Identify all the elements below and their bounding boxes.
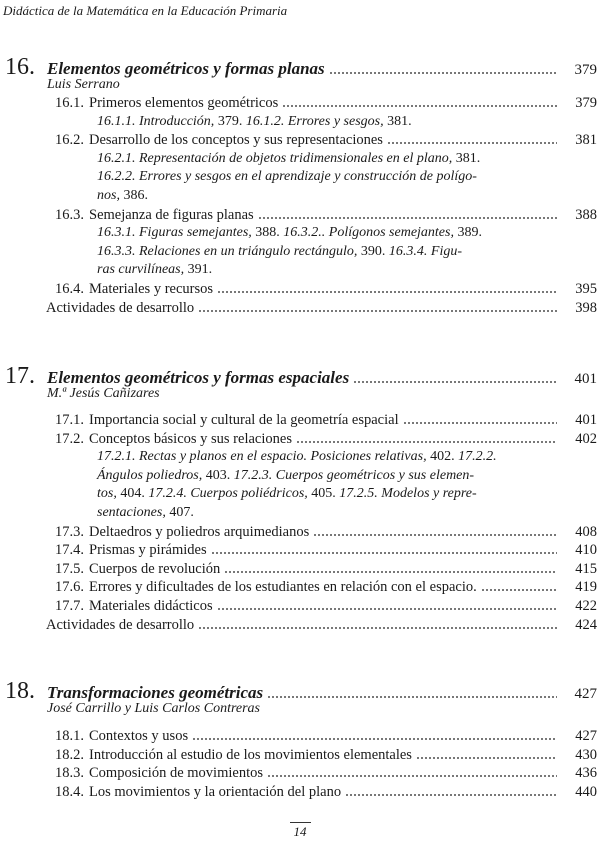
chapter-title: Elementos geométricos y formas espaciales	[47, 368, 350, 387]
activities-title: Actividades de desarrollo	[46, 616, 195, 633]
subsection-text: nos,	[97, 188, 120, 203]
section-page: 388	[575, 206, 597, 223]
subsection-text: 16.3.4. Figu-	[388, 243, 462, 259]
activities-page: 398	[575, 299, 597, 316]
chapter-page: 401	[574, 371, 597, 387]
section-entry[interactable]	[0, 746, 597, 764]
subsection-text: 16.1.1. Introducción,	[97, 113, 215, 129]
subsection-line	[97, 168, 477, 186]
chapter-author: José Carrillo y Luis Carlos Contreras	[47, 701, 261, 716]
subsection-text: 17.2.4. Cuerpos poliédricos,	[148, 486, 308, 502]
chapter-number: 16.	[5, 54, 35, 80]
subsection-text: 407.	[165, 505, 194, 520]
chapter-author: Luis Serrano	[47, 77, 120, 92]
chapter-number: 18.	[5, 678, 35, 704]
chapter-author: M.ª Jesús Cañizares	[47, 386, 160, 401]
section-page: 436	[575, 765, 597, 782]
subsection-text: 16.2.2. Errores y sesgos en el aprendizaje y construcción de polígo-	[97, 169, 477, 185]
section-page: 408	[575, 523, 597, 540]
section-page: 419	[575, 579, 597, 596]
section-number: 16.4.	[55, 281, 84, 297]
section-page: 379	[575, 95, 597, 111]
dot-leader	[198, 309, 557, 313]
section-entry[interactable]	[0, 727, 597, 745]
activities-page: 424	[575, 616, 597, 633]
subsection-text: 381.	[452, 150, 481, 166]
section-title: Los movimientos y la orientación del plano	[89, 783, 342, 800]
section-title: Deltaedros y poliedros arquimedianos	[89, 523, 310, 540]
subsection-text: 405.	[307, 486, 340, 502]
subsection-text: 16.2.1. Representación de objetos tridimensionales en el plano,	[97, 150, 453, 166]
subsection-text: sentaciones,	[97, 505, 166, 520]
dot-leader	[211, 551, 557, 555]
page-number: 14	[290, 822, 311, 839]
section-title: Desarrollo de los conceptos y sus representaciones	[89, 132, 383, 149]
section-title: Composición de movimientos	[89, 765, 263, 782]
section-entry[interactable]	[0, 764, 597, 782]
section-number: 18.4.	[55, 783, 84, 800]
section-entry[interactable]	[0, 280, 597, 298]
dot-leader	[198, 626, 557, 630]
section-page: 402	[575, 430, 597, 447]
dot-leader	[481, 588, 557, 592]
subsection-text: 17.2.3. Cuerpos geométricos y sus elemen-	[233, 467, 475, 483]
subsection-text: 16.3.1. Figuras semejantes,	[97, 225, 252, 241]
subsection-line	[97, 187, 148, 205]
dot-leader	[387, 141, 557, 145]
section-number: 18.3.	[55, 765, 84, 782]
section-page: 440	[575, 783, 597, 800]
subsection-line	[97, 467, 474, 485]
subsection-text: 17.2.1. Rectas y planos en el espacio. Posiciones relativas,	[97, 449, 427, 465]
section-number: 16.2.	[55, 132, 84, 149]
dot-leader	[192, 737, 557, 741]
subsection-line	[97, 150, 480, 168]
activities-entry[interactable]	[0, 299, 597, 317]
dot-leader	[416, 756, 557, 760]
dot-leader	[345, 793, 557, 797]
running-header: Didáctica de la Matemática en la Educación Primaria	[3, 3, 288, 18]
dot-leader	[267, 695, 557, 699]
subsection-text: 402.	[426, 449, 459, 465]
section-title: Prismas y pirámides	[89, 542, 207, 559]
section-entry[interactable]	[0, 541, 597, 559]
dot-leader	[217, 290, 557, 294]
section-page: 422	[575, 598, 597, 614]
chapter-title: Transformaciones geométricas	[47, 683, 264, 702]
section-page: 430	[575, 746, 597, 763]
section-number: 17.7.	[55, 598, 84, 614]
section-entry[interactable]	[0, 578, 597, 596]
section-number: 18.1.	[55, 728, 84, 744]
section-title: Materiales didácticos	[89, 598, 213, 614]
section-title: Contextos y usos	[89, 728, 189, 744]
section-page: 381	[575, 132, 597, 149]
section-entry[interactable]	[0, 411, 597, 429]
section-page: 415	[575, 560, 597, 577]
section-title: Primeros elementos geométricos	[89, 95, 279, 111]
dot-leader	[224, 570, 557, 574]
dot-leader	[329, 71, 557, 75]
chapter-title: Elementos geométricos y formas planas	[47, 59, 325, 78]
section-entry[interactable]	[0, 430, 597, 448]
dot-leader	[313, 533, 557, 537]
subsection-text: Ángulos poliedros,	[97, 467, 203, 483]
section-title: Conceptos básicos y sus relaciones	[89, 430, 292, 447]
section-entry[interactable]	[0, 131, 597, 149]
dot-leader	[403, 421, 557, 425]
section-number: 16.1.	[55, 95, 84, 111]
subsection-text: 16.1.2. Errores y sesgos,	[245, 113, 384, 129]
section-entry[interactable]	[0, 560, 597, 578]
subsection-line	[97, 261, 212, 279]
section-entry[interactable]	[0, 206, 597, 224]
subsection-line	[97, 485, 477, 503]
subsection-line	[97, 224, 482, 242]
subsection-line	[97, 504, 194, 522]
subsection-line	[97, 243, 462, 261]
section-title: Errores y dificultades de los estudiantes en relación con el espacio.	[89, 579, 477, 596]
subsection-text: 379.	[214, 113, 246, 129]
dot-leader	[267, 774, 557, 778]
section-title: Semejanza de figuras planas	[89, 206, 254, 223]
subsection-text: 381.	[383, 113, 412, 129]
section-number: 17.1.	[55, 412, 84, 428]
activities-entry[interactable]	[0, 616, 597, 634]
section-number: 17.5.	[55, 560, 84, 577]
section-number: 18.2.	[55, 746, 84, 763]
section-title: Importancia social y cultural de la geometría espacial	[89, 412, 399, 428]
chapter-page: 379	[574, 62, 597, 78]
subsection-text: 17.2.5. Modelos y repre-	[339, 486, 477, 502]
section-title: Materiales y recursos	[89, 281, 214, 297]
subsection-text: 389.	[453, 225, 482, 241]
dot-leader	[258, 216, 557, 220]
section-entry[interactable]	[0, 597, 597, 615]
subsection-text: 17.2.2.	[458, 449, 497, 465]
section-page: 401	[575, 412, 597, 428]
section-title: Cuerpos de revolución	[89, 560, 221, 577]
subsection-text: 16.3.2.. Polígonos semejantes,	[283, 225, 454, 241]
chapter-number: 17.	[5, 363, 35, 389]
chapter-page: 427	[574, 686, 597, 702]
section-entry[interactable]	[0, 783, 597, 801]
section-number: 16.3.	[55, 206, 84, 223]
section-number: 17.2.	[55, 430, 84, 447]
subsection-text: 390.	[357, 243, 389, 259]
subsection-text: 404.	[116, 486, 149, 502]
section-page: 427	[575, 728, 597, 744]
subsection-line	[97, 113, 412, 131]
subsection-text: tos,	[97, 486, 117, 502]
section-page: 410	[575, 542, 597, 559]
dot-leader	[353, 380, 557, 384]
subsection-text: 391.	[184, 262, 213, 278]
subsection-text: 388.	[251, 225, 284, 241]
subsection-text: 386.	[119, 188, 148, 203]
subsection-line	[97, 448, 497, 466]
section-entry[interactable]	[0, 94, 597, 112]
page-footer	[0, 824, 600, 840]
section-entry[interactable]	[0, 523, 597, 541]
section-title: Introducción al estudio de los movimientos elementales	[89, 746, 412, 763]
subsection-text: 16.3.3. Relaciones en un triángulo rectángulo,	[97, 243, 358, 259]
subsection-text: 403.	[202, 467, 234, 483]
dot-leader	[296, 440, 557, 444]
section-number: 17.3.	[55, 523, 84, 540]
section-page: 395	[575, 281, 597, 297]
section-number: 17.6.	[55, 579, 84, 596]
subsection-text: ras curvilíneas,	[97, 262, 185, 278]
activities-title: Actividades de desarrollo	[46, 299, 195, 316]
dot-leader	[282, 104, 557, 108]
section-number: 17.4.	[55, 542, 84, 559]
dot-leader	[217, 607, 557, 611]
